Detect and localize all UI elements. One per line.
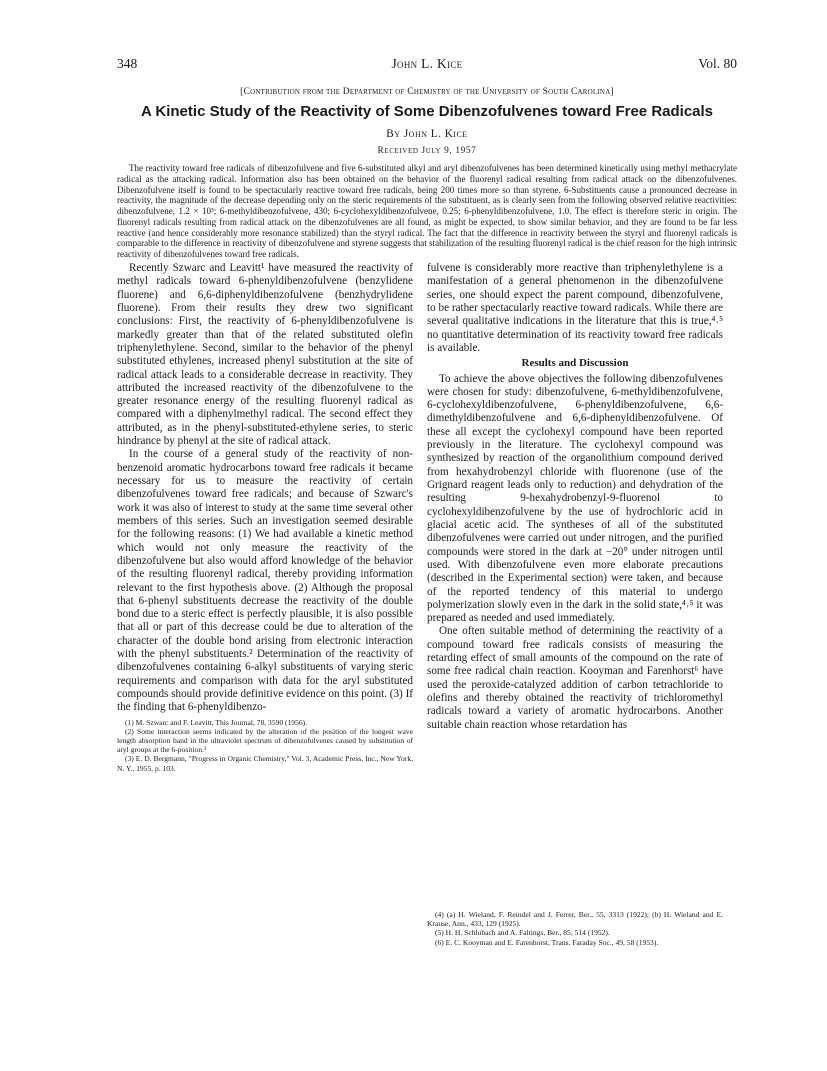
byline: By John L. Kice [386, 128, 468, 140]
body-paragraph: fulvene is considerably more reactive than triphenylethylene is a manifestation of a general phenomenon in the dibenzofulvene series, one should expect the parent compound, dibenzofulvene, to be rather spectacularly reactive toward radicals. While there are several qualitative indications in the literature that this is true,⁴˒⁵ no quantitative determination of its reactivity toward free radicals is available. [427, 262, 723, 354]
running-head [117, 56, 737, 76]
volume-number: Vol. 80 [698, 56, 737, 71]
left-column-body [117, 262, 413, 715]
page-number: 348 [117, 56, 138, 71]
section-heading: Results and Discussion [521, 357, 629, 370]
article-title: A Kinetic Study of the Reactivity of Some Dibenzofulvenes toward Free Radicals [140, 103, 714, 120]
body-paragraph: Recently Szwarc and Leavitt¹ have measured the reactivity of methyl radicals toward 6-phenyldibenzofulvene (benzylidene fluorene) and 6,6-diphenyldibenzofulvene (benzhydrylidene fluorene). From their results they drew two significant conclusions: First, the reactivity of 6-phenyldibenzofulvene is markedly greater than that of the related substituted olefin triphenylethylene. Second, similar to the behavior of the phenyl substituted ethylenes, increased phenyl substitution at the site of radical attack leads to a considerable decrease in reactivity. They attributed the increased reactivity of the dibenzofulvene to the greater resonance energy of the resulting fluorenyl radical as compared with a diphenylmethyl radical. The second effect they attributed, as in the phenyl-substituted-ethylene series, to steric hindrance by phenyl at the site of radical attack. [117, 262, 413, 448]
received-date: Received July 9, 1957 [377, 146, 477, 156]
body-paragraph: To achieve the above objectives the following dibenzofulvenes were chosen for study: dibenzofulvene, 6-methyldibenzofulvene, 6-cyclohexyldibenzofulvene, 6-phenyldibenzofulvene, 6,6-dimethyldibenzofulvene and 6,6-diphenyldibenzofulvene. Of these all except the cyclohexyl compound have been reported previously in the literature. The cyclohexyl compound was synthesized by reaction of the organolithium compound derived from hexahydrobenzyl chloride with fluorenone (use of the Grignard reagent leads only to reduction) and dehydration of the resulting 9-hexahydrobenzyl-9-fluorenol to cyclohexyldibenzofulvene by the use of hydrochloric acid in glacial acetic acid. The syntheses of all of the substituted dibenzofulvenes were carried out under nitrogen, and the purified compounds were stored in the dark at −20° under nitrogen until used. With dibenzofulvene even more elaborate precautions (described in the Experimental section) were taken, and because of the reported tendency of this material to undergo polymerization slowly even in the dark in the solid state,⁴˒⁵ it was prepared as needed and used immediately. [427, 372, 723, 625]
contribution-line: [Contribution from the Department of Chemistry of the University of South Carolina] [240, 86, 614, 97]
footnote: (1) M. Szwarc and F. Leavitt, This Journal, 78, 3590 (1956). [125, 717, 308, 727]
body-paragraph: One often suitable method of determining the reactivity of a compound toward free radicals consists of measuring the retarding effect of small amounts of the compound on the rate of some free radical chain reaction. Kooyman and Farenhorst⁶ have used the peroxide-catalyzed addition of carbon tetrachloride to olefins and thereby obtained the reactivity of trichloromethyl radicals toward a variety of aromatic hydrocarbons. Another suitable chain reaction whose retardation has [427, 625, 723, 731]
left-column [117, 262, 413, 773]
body-paragraph: In the course of a general study of the reactivity of non-benzenoid aromatic hydrocarbons toward free radicals it became necessary for us to measure the reactivity of certain dibenzofulvenes toward free radicals; and because of Szwarc's work it was also of interest to study at the same time several other members of this series. Such an investigation seemed desirable for the following reasons: (1) We had available a kinetic method which would not only measure the reactivity of the dibenzofulvene but also would afford knowledge of the behavior of the resulting fluorenyl radical, thereby providing information relevant to the first hypothesis above. (2) Although the proposal that 6-phenyl substituents decrease the reactivity of the double bond due to a steric effect is perfectly plausible, it is also possible that all or part of this decrease could be due to alteration of the character of the double bond arising from electronic interaction with the phenyl substituents.² Determination of the reactivity of dibenzofulvenes containing 6-alkyl substituents of varying steric requirements and comparison with data for the aryl substituted compounds should provide definitive evidence on this point. (3) If the finding that 6-phenyldibenzo- [117, 448, 413, 714]
abstract: The reactivity toward free radicals of dibenzofulvene and five 6-substituted alkyl and aryl dibenzofulvenes has been determined kinetically using methyl methacrylate radical as the attacking radical. Information also has been obtained on the behavior of the fluorenyl radical resulting from radical attack on the dibenzofulvenes. Dibenzofulvene itself is found to be spectacularly reactive toward free radicals, being 200 times more so than styrene. 6-Substituents cause a pronounced decrease in reactivity, the magnitude of the decrease depending only on the steric requirements of the substituent, as is clearly seen from the following observed relative reactivities: dibenzofulvene, 1.2 × 10³; 6-methyldibenzofulvene, 430; 6-cyclohexyldibenzofulvene, 0.25; 6-phenyldibenzofulvene, 1.0. The effect is therefore steric in origin. The fluorenyl radicals resulting from radical attack on the dibenzofulvenes are all found, as might be expected, to show similar behavior, and they are found to be far less reactive (and hence considerably more resonance stabilized) than the styryl radical. The fact that the difference in reactivity between the styryl and fluorenyl radicals is comparable to the difference in reactivity of dibenzofulvene and styrene suggests that stabilization of the resulting fluorenyl radical is the chief reason for the high intrinsic reactivity of dibenzofulvenes toward free radicals. [117, 163, 737, 259]
footnotes-left [117, 718, 413, 773]
right-column [427, 262, 723, 732]
footnote: (5) H. H. Schlubach and A. Faltings, Ber., 85, 514 (1952). [435, 928, 610, 938]
footnote: (2) Some interaction seems indicated by the alteration of the position of the longest wave length absorption band in the ultraviolet spectrum of dibenzofulvenes caused by substitution of aryl groups at the 6-position.³ [117, 726, 413, 755]
footnote: (6) E. C. Kooyman and E. Farenhorst, Trans. Faraday Soc., 49, 58 (1953). [435, 937, 659, 947]
footnotes-right [427, 910, 723, 947]
footnote: (4) (a) H. Wieland, F. Reindel and J. Ferrer, Ber., 55, 3313 (1922); (b) H. Wieland and E. Krause, Ann., 433, 129 (1925). [427, 910, 723, 929]
right-column-body [427, 262, 723, 732]
running-head-author: John L. Kice [391, 56, 463, 71]
footnote: (3) E. D. Bergmann, "Progress in Organic Chemistry," Vol. 3, Academic Press, Inc., New York, N. Y., 1955, p. 103. [117, 754, 413, 773]
